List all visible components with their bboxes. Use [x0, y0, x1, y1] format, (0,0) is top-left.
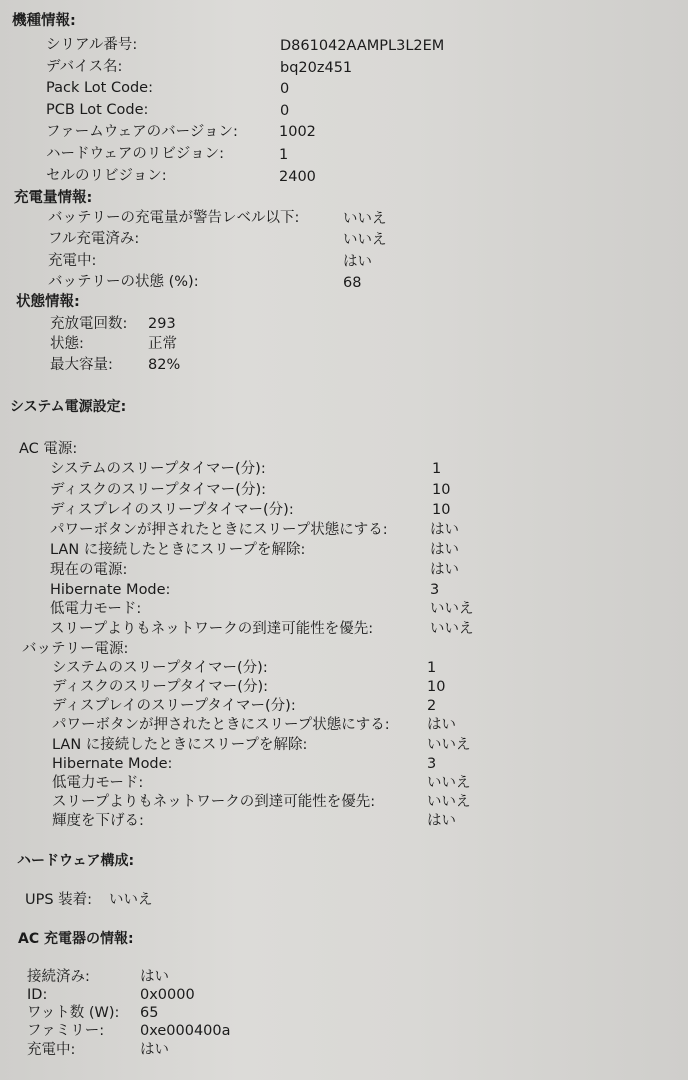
max-capacity-label: 最大容量:: [50, 357, 113, 373]
battery-wake-on-lan-value: いいえ: [427, 737, 471, 753]
ac-system-sleep-value: 1: [432, 461, 442, 477]
fully-charged-label: フル充電済み:: [48, 231, 140, 247]
battery-display-sleep-value: 2: [427, 698, 437, 714]
charging-label: 充電中:: [48, 253, 97, 269]
ups-installed-value: いいえ: [109, 892, 153, 908]
battery-reduce-brightness-label: 輝度を下げる:: [52, 813, 144, 829]
power-settings-header: システム電源設定:: [10, 399, 127, 415]
ac-network-priority-value: いいえ: [430, 621, 474, 637]
ac-disk-sleep-value: 10: [432, 482, 451, 498]
firmware-version-value: 1002: [279, 124, 316, 140]
low-battery-warning-label: バッテリーの充電量が警告レベル以下:: [48, 210, 300, 226]
ac-display-sleep-label: ディスプレイのスリープタイマー(分):: [50, 502, 294, 518]
charger-id-value: 0x0000: [140, 987, 195, 1003]
battery-power-button-sleep-value: はい: [427, 717, 456, 733]
ac-hibernate-mode-label: Hibernate Mode:: [50, 582, 171, 598]
condition-value: 正常: [148, 336, 177, 352]
battery-reduce-brightness-value: はい: [427, 813, 456, 829]
battery-hibernate-mode-value: 3: [427, 756, 437, 772]
ac-display-sleep-value: 10: [432, 502, 451, 518]
ac-disk-sleep-label: ディスクのスリープタイマー(分):: [50, 482, 267, 498]
cycle-count-label: 充放電回数:: [50, 316, 128, 332]
hardware-config-header: ハードウェア構成:: [17, 853, 135, 869]
battery-network-priority-label: スリープよりもネットワークの到達可能性を優先:: [52, 794, 376, 810]
ac-power-button-sleep-value: はい: [430, 522, 459, 538]
model-info-header: 機種情報:: [12, 13, 76, 29]
battery-system-sleep-label: システムのスリープタイマー(分):: [52, 660, 268, 676]
charger-family-label: ファミリー:: [27, 1023, 105, 1039]
cell-revision-label: セルのリビジョン:: [46, 168, 167, 184]
ac-wake-on-lan-label: LAN に接続したときにスリープを解除:: [50, 542, 306, 558]
ups-installed-label: UPS 装着:: [25, 892, 93, 908]
ac-system-sleep-label: システムのスリープタイマー(分):: [50, 461, 266, 477]
ac-power-button-sleep-label: パワーボタンが押されたときにスリープ状態にする:: [50, 522, 388, 538]
charger-wattage-value: 65: [140, 1005, 159, 1021]
battery-state-percent-value: 68: [343, 275, 362, 291]
ac-current-power-source-label: 現在の電源:: [50, 562, 128, 578]
serial-number-value: D861042AAMPL3L2EM: [280, 38, 445, 54]
battery-disk-sleep-label: ディスクのスリープタイマー(分):: [52, 679, 269, 695]
ac-low-power-mode-value: いいえ: [430, 601, 474, 617]
pack-lot-code-label: Pack Lot Code:: [46, 80, 153, 96]
pack-lot-code-value: 0: [280, 81, 290, 97]
fully-charged-value: いいえ: [343, 232, 387, 248]
battery-state-percent-label: バッテリーの状態 (%):: [48, 274, 199, 290]
pcb-lot-code-value: 0: [280, 103, 290, 119]
serial-number-label: シリアル番号:: [46, 37, 138, 53]
hardware-revision-value: 1: [279, 147, 289, 163]
charge-info-header: 充電量情報:: [14, 190, 93, 206]
health-info-header: 状態情報:: [16, 294, 80, 310]
battery-display-sleep-label: ディスプレイのスリープタイマー(分):: [52, 698, 296, 714]
ac-power-header: AC 電源:: [19, 441, 78, 457]
ac-wake-on-lan-value: はい: [430, 542, 459, 558]
max-capacity-value: 82%: [148, 357, 181, 373]
ac-current-power-source-value: はい: [430, 562, 459, 578]
charging-value: はい: [343, 254, 372, 270]
charger-wattage-label: ワット数 (W):: [27, 1005, 120, 1021]
hardware-revision-label: ハードウェアのリビジョン:: [46, 146, 225, 162]
firmware-version-label: ファームウェアのバージョン:: [46, 124, 238, 140]
charger-connected-label: 接続済み:: [27, 969, 90, 985]
battery-power-button-sleep-label: パワーボタンが押されたときにスリープ状態にする:: [52, 717, 390, 733]
battery-network-priority-value: いいえ: [427, 794, 471, 810]
low-battery-warning-value: いいえ: [343, 211, 387, 227]
battery-hibernate-mode-label: Hibernate Mode:: [52, 756, 173, 772]
battery-low-power-mode-value: いいえ: [427, 775, 471, 791]
device-name-value: bq20z451: [280, 60, 353, 76]
cell-revision-value: 2400: [279, 169, 316, 185]
charger-family-value: 0xe000400a: [140, 1023, 231, 1039]
battery-wake-on-lan-label: LAN に接続したときにスリープを解除:: [52, 737, 308, 753]
device-name-label: デバイス名:: [46, 59, 123, 75]
condition-label: 状態:: [50, 336, 84, 352]
charger-charging-value: はい: [140, 1042, 169, 1058]
ac-network-priority-label: スリープよりもネットワークの到達可能性を優先:: [50, 621, 374, 637]
pcb-lot-code-label: PCB Lot Code:: [46, 102, 149, 118]
battery-low-power-mode-label: 低電力モード:: [52, 775, 144, 791]
battery-system-sleep-value: 1: [427, 660, 437, 676]
charger-charging-label: 充電中:: [27, 1042, 76, 1058]
ac-charger-header: AC 充電器の情報:: [18, 931, 134, 947]
battery-power-header: バッテリー電源:: [22, 641, 129, 657]
cycle-count-value: 293: [148, 316, 176, 332]
ac-hibernate-mode-value: 3: [430, 582, 440, 598]
charger-connected-value: はい: [140, 969, 169, 985]
ac-low-power-mode-label: 低電力モード:: [50, 601, 142, 617]
charger-id-label: ID:: [27, 987, 48, 1003]
battery-disk-sleep-value: 10: [427, 679, 446, 695]
